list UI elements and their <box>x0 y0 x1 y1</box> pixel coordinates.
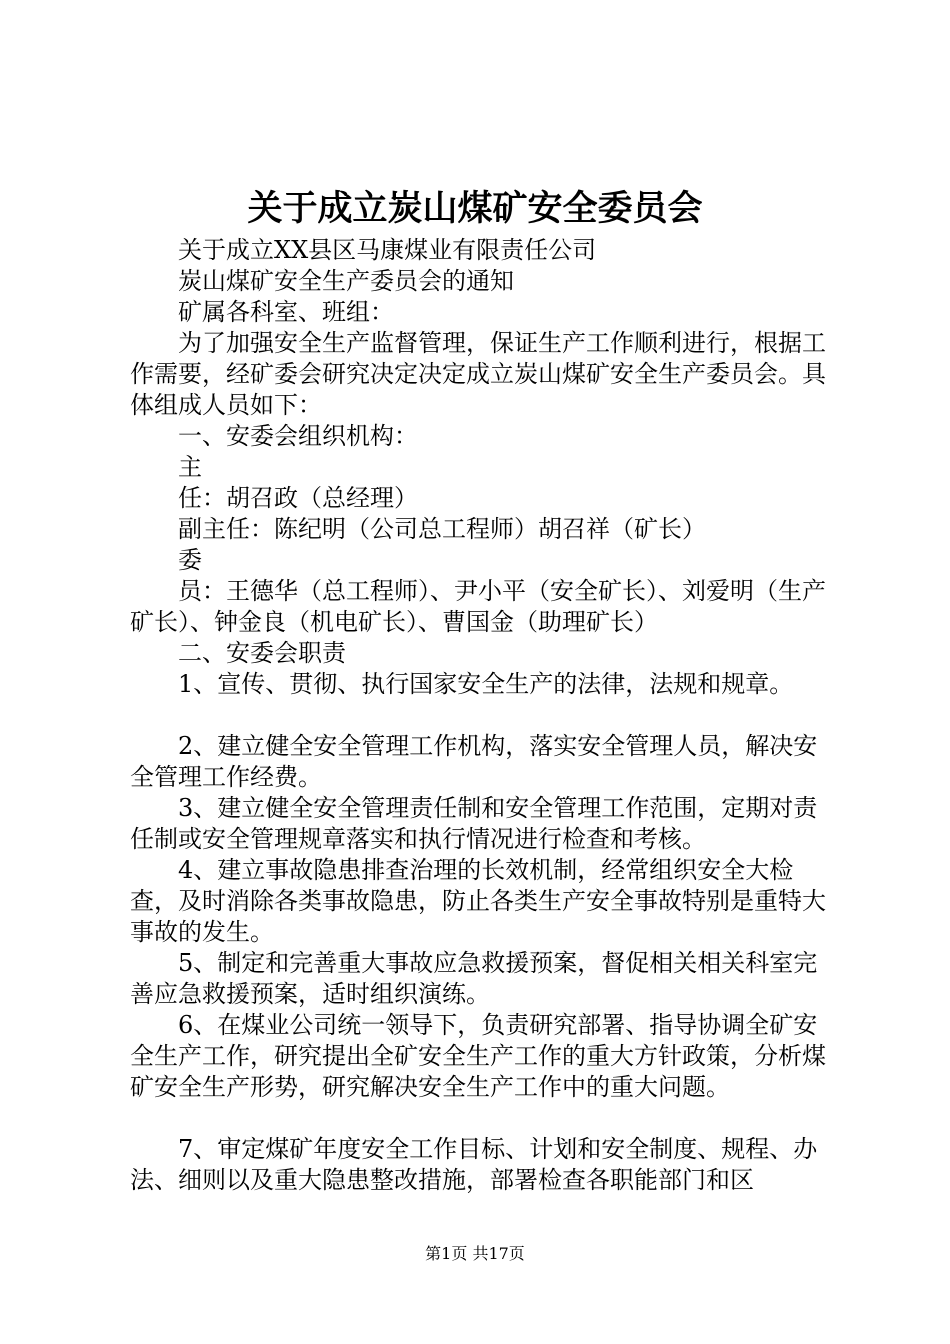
section-heading-2: 二、安委会职责 <box>178 639 346 667</box>
duty-item-2: 2、建立健全安全管理工作机构，落实安全管理人员，解决安全管理工作经费。 <box>130 732 818 791</box>
duty-item-6: 6、在煤业公司统一领导下，负责研究部署、指导协调全矿安全生产工作，研究提出全矿安全生产工作的重大方针政策，分析煤矿安全生产形势，研究解决安全生产工作中的重大问题。 <box>130 1011 826 1101</box>
document-body <box>130 235 840 1196</box>
duty-item-5: 5、制定和完善重大事故应急救援预案，督促相关相关科室完善应急救援预案，适时组织演练。 <box>130 949 818 1008</box>
paragraph-gap <box>130 1103 840 1134</box>
intro-paragraph: 为了加强安全生产监督管理，保证生产工作顺利进行，根据工作需要，经矿委会研究决定决定成立炭山煤矿安全生产委员会。具体组成人员如下： <box>130 329 826 419</box>
duty-item-4: 4、建立事故隐患排查治理的长效机制，经常组织安全大检查，及时消除各类事故隐患，防止各类生产安全事故特别是重特大事故的发生。 <box>130 856 826 946</box>
member-label-line-1: 委 <box>178 546 202 574</box>
director-label-line-1: 主 <box>178 453 202 481</box>
page-footer: 第1页 共17页 <box>425 1244 525 1263</box>
duty-item-3: 3、建立健全安全管理责任制和安全管理工作范围，定期对责任制或安全管理规章落实和执行情况进行检查和考核。 <box>130 794 818 853</box>
members-paragraph: 员：王德华（总工程师）、尹小平（安全矿长）、刘爱明（生产矿长）、钟金良（机电矿长）、曹国金（助理矿长） <box>130 577 826 636</box>
header-line-2: 炭山煤矿安全生产委员会的通知 <box>178 267 514 295</box>
paragraph-gap <box>130 700 840 731</box>
header-line-1: 关于成立XX县区马康煤业有限责任公司 <box>178 236 597 264</box>
section-heading-1: 一、安委会组织机构： <box>178 422 418 450</box>
salutation: 矿属各科室、班组： <box>178 298 394 326</box>
duty-item-1: 1、宣传、贯彻、执行国家安全生产的法律，法规和规章。 <box>178 670 794 698</box>
deputy-director-line: 副主任：陈纪明（公司总工程师）胡召祥（矿长） <box>178 515 706 543</box>
document-title: 关于成立炭山煤矿安全委员会 <box>247 188 703 229</box>
director-label-line-2: 任：胡召政（总经理） <box>178 484 418 512</box>
duty-item-7: 7、审定煤矿年度安全工作目标、计划和安全制度、规程、办法、细则以及重大隐患整改措施，部署检查各职能部门和区 <box>130 1135 818 1194</box>
